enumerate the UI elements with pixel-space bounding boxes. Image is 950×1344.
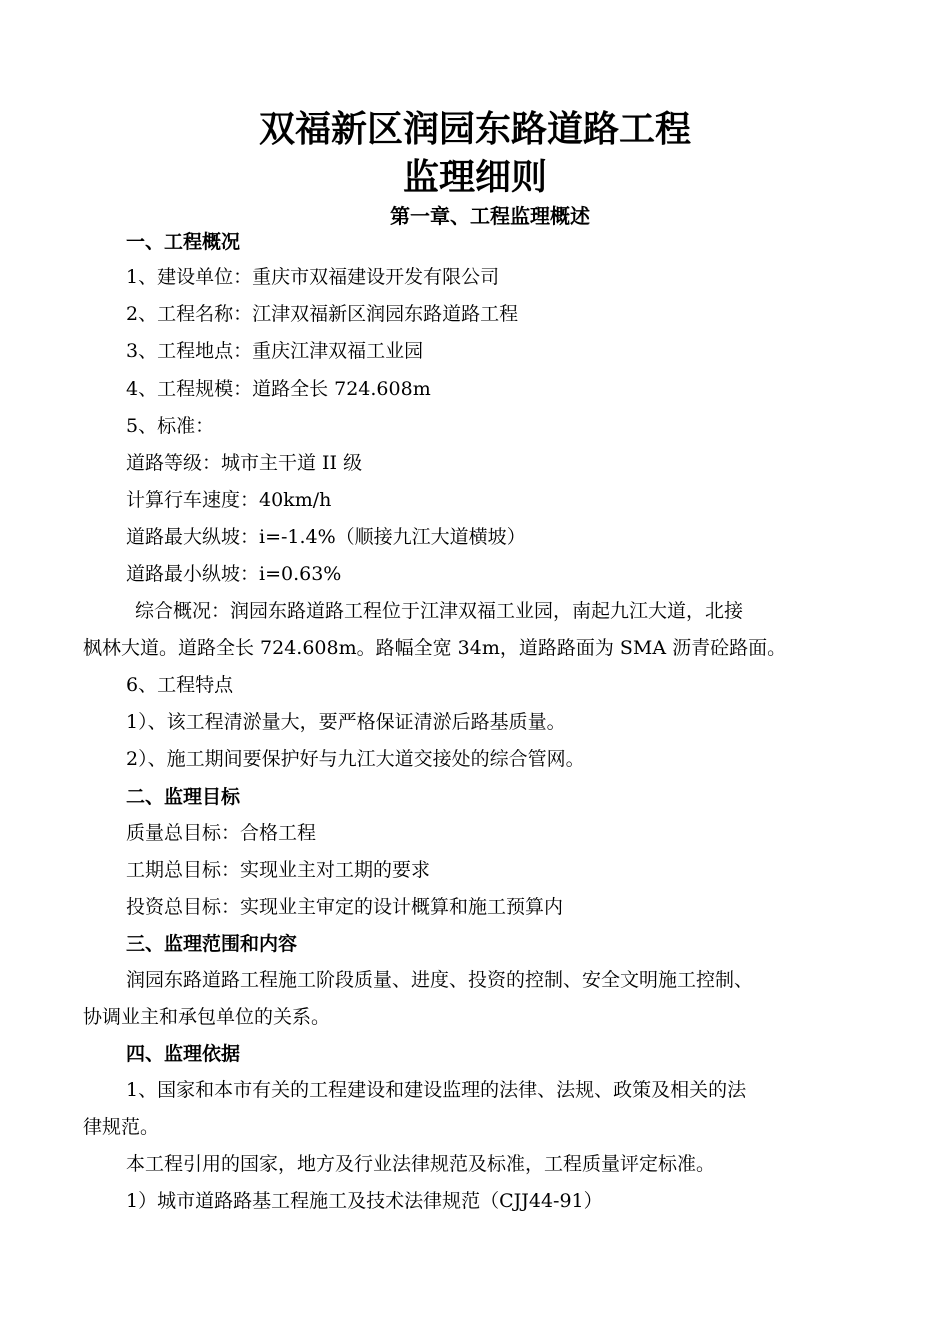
section-heading-basis: 四、监理依据 — [126, 1043, 241, 1065]
section-heading-scope: 三、监理范围和内容 — [126, 933, 298, 955]
paragraph-feature-2: 2）、施工期间要保护好与九江大道交接处的综合管网。 — [126, 748, 585, 770]
section-heading-goals: 二、监理目标 — [126, 786, 241, 808]
paragraph-basis-item-1: 1）城市道路路基工程施工及技术法律规范（CJJ44-91） — [126, 1190, 603, 1212]
paragraph-project-scale: 4、工程规模：道路全长 724.608m — [126, 378, 431, 400]
paragraph-scope-line1: 润园东路道路工程施工阶段质量、进度、投资的控制、安全文明施工控制、 — [126, 969, 754, 991]
paragraph-min-slope: 道路最小纵坡：i=0.63% — [126, 563, 342, 585]
paragraph-design-speed: 计算行车速度：40km/h — [126, 489, 332, 511]
paragraph-overview-line2: 枫林大道。道路全长 724.608m。路幅全宽 34m，道路路面为 SMA 沥青砼路面。 — [83, 637, 787, 659]
paragraph-standard: 5、标准： — [126, 415, 215, 437]
document-title-line1: 双福新区润园东路道路工程 — [258, 109, 691, 150]
paragraph-project-name: 2、工程名称：江津双福新区润园东路道路工程 — [126, 303, 519, 325]
paragraph-basis-standards: 本工程引用的国家，地方及行业法律规范及标准，工程质量评定标准。 — [126, 1153, 716, 1175]
paragraph-feature-1: 1）、该工程清淤量大，要严格保证清淤后路基质量。 — [126, 711, 566, 733]
paragraph-developer: 1、建设单位：重庆市双福建设开发有限公司 — [126, 266, 500, 288]
section-heading-overview: 一、工程概况 — [126, 231, 241, 253]
paragraph-basis-line1: 1、国家和本市有关的工程建设和建设监理的法律、法规、政策及相关的法 — [126, 1079, 747, 1101]
paragraph-goal-quality: 质量总目标：合格工程 — [126, 822, 317, 844]
chapter-heading: 第一章、工程监理概述 — [390, 204, 590, 228]
paragraph-project-location: 3、工程地点：重庆江津双福工业园 — [126, 340, 424, 362]
paragraph-basis-line2: 律规范。 — [83, 1116, 160, 1138]
paragraph-max-slope: 道路最大纵坡：i=-1.4%（顺接九江大道横坡） — [126, 526, 526, 548]
paragraph-road-grade: 道路等级：城市主干道 II 级 — [126, 452, 363, 474]
paragraph-goal-schedule: 工期总目标：实现业主对工期的要求 — [126, 859, 431, 881]
paragraph-scope-line2: 协调业主和承包单位的关系。 — [83, 1006, 331, 1028]
paragraph-features: 6、工程特点 — [126, 674, 234, 696]
document-title-line2: 监理细则 — [402, 157, 547, 198]
paragraph-goal-investment: 投资总目标：实现业主审定的设计概算和施工预算内 — [126, 896, 564, 918]
paragraph-overview-line1: 综合概况：润园东路道路工程位于江津双福工业园，南起九江大道，北接 — [135, 600, 744, 622]
